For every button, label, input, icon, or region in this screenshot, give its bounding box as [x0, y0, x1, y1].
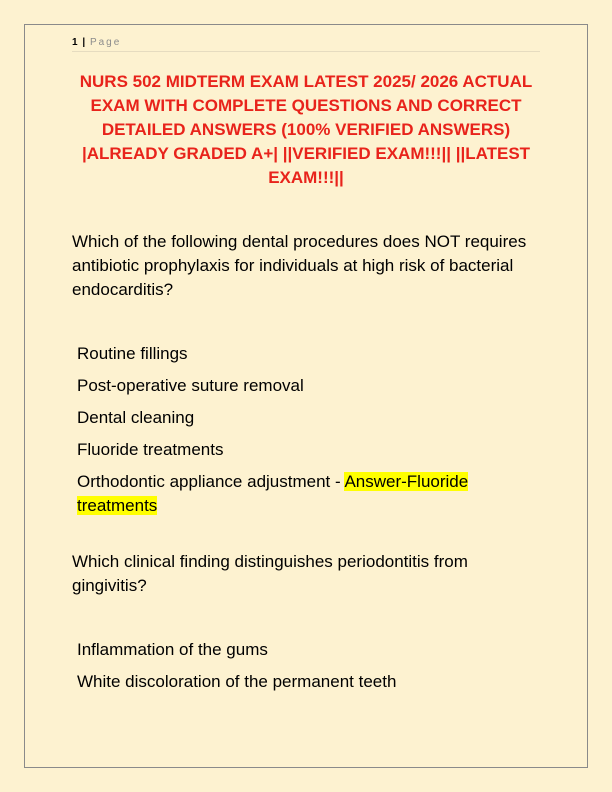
document-body: [72, 230, 540, 702]
question-1-option-4: Fluoride treatments: [77, 440, 224, 459]
question-2-text: Which clinical finding distinguishes periodontitis from gingivitis?: [72, 552, 468, 595]
question-1-option-5-label: Orthodontic appliance adjustment -: [77, 472, 345, 491]
document-title: NURS 502 MIDTERM EXAM LATEST 2025/ 2026 ACTUAL EXAM WITH COMPLETE QUESTIONS AND CORRECT DETAILED ANSWERS (100% VERIFIED ANSWERS) |ALREADY GRADED A+| ||VERIFIED EXAM!!!|| ||LATEST EXAM!!!||: [79, 72, 533, 187]
question-1-option-3: Dental cleaning: [77, 408, 195, 427]
question-2-options: [72, 638, 540, 694]
question-1-answer: Answer-Fluoride treatments: [77, 472, 469, 515]
page-number: 1: [72, 37, 78, 48]
question-2-option-2: White discoloration of the permanent teeth: [77, 672, 397, 691]
question-1-option-5: [72, 470, 540, 518]
question-1-option-2: Post-operative suture removal: [77, 376, 304, 395]
question-1-options: [72, 342, 540, 518]
page-separator: |: [82, 37, 86, 48]
page-header: [72, 36, 540, 52]
question-1-text: Which of the following dental procedures does NOT requires antibiotic prophylaxis for individuals at high risk of bacterial endocarditis?: [72, 232, 527, 299]
page-word: Page: [89, 37, 122, 48]
question-1-option-1: Routine fillings: [77, 344, 188, 363]
question-2-option-1: Inflammation of the gums: [77, 640, 268, 659]
